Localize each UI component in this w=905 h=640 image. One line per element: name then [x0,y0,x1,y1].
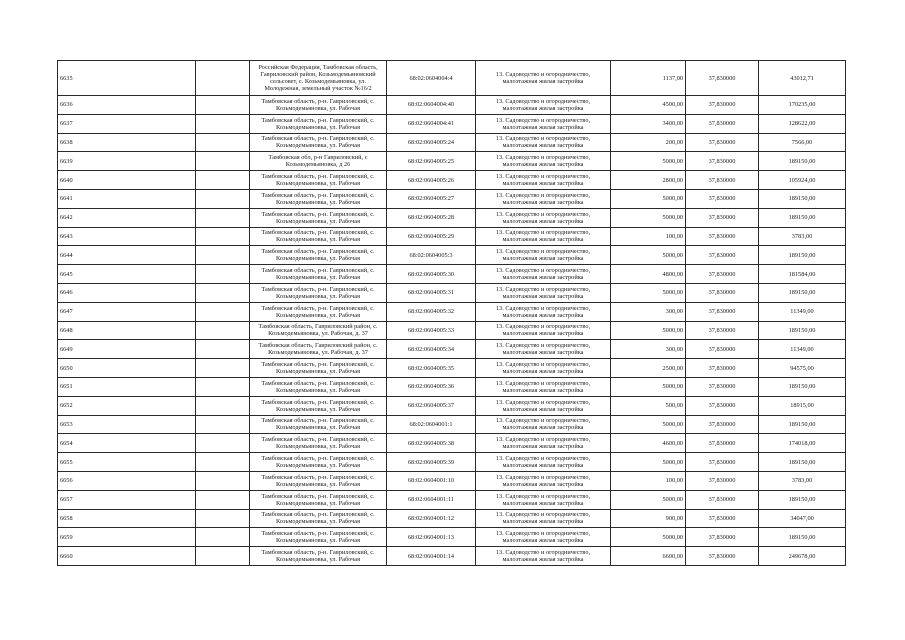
rate-cell: 37,830000 [686,528,759,547]
cadastral-number-cell: 68:02:0604005:38 [387,434,476,453]
area-cell: 5000,00 [611,152,686,171]
cadastral-number-cell: 68:02:0604001:1 [387,415,476,434]
cadastral-number-cell: 68:02:0604001:10 [387,471,476,490]
cadastral-number-cell: 68:02:0604005:27 [387,189,476,208]
row-number: 6636 [58,96,196,115]
address-cell: Тамбовская область, р-н. Гавриловский, с. Козьмодемьяновка, ул. Рабочая [250,171,387,190]
cadastral-number-cell: 68:02:0604005:39 [387,453,476,472]
land-use-cell: 13. Садоводство и огородничество, малоэтажная жилая застройка [476,114,611,133]
area-cell: 200,00 [611,133,686,152]
rate-cell: 37,830000 [686,434,759,453]
blank-cell [196,152,250,171]
row-number: 6650 [58,359,196,378]
row-number: 6657 [58,490,196,509]
cadastral-number-cell: 68:02:0604001:14 [387,547,476,566]
address-cell: Российская Федерация, Тамбовская область, Гавриловский район, Козьмодемьяновский сельсовет, с. Козьмодемьяновка, ул. Молодежная, земельный участок №16/2 [250,61,387,96]
area-cell: 4500,00 [611,96,686,115]
row-number: 6645 [58,265,196,284]
blank-cell [196,471,250,490]
table-row [58,434,846,453]
cadastral-value-cell: 181584,00 [759,265,846,284]
blank-cell [196,377,250,396]
table-row [58,133,846,152]
cadastral-number-cell: 68:02:0604001:12 [387,509,476,528]
cadastral-value-cell: 94575,00 [759,359,846,378]
cadastral-value-cell: 43012,71 [759,61,846,96]
address-cell: Тамбовская обл, р-н Гавриловский, с Козьмодемьяновка, д 26 [250,152,387,171]
area-cell: 900,00 [611,509,686,528]
cadastral-value-cell: 3783,00 [759,471,846,490]
land-use-cell: 13. Садоводство и огородничество, малоэтажная жилая застройка [476,453,611,472]
area-cell: 300,00 [611,340,686,359]
table-row [58,396,846,415]
row-number: 6648 [58,321,196,340]
cadastral-value-cell: 174018,00 [759,434,846,453]
cadastral-number-cell: 68:02:0604005:29 [387,227,476,246]
cadastral-number-cell: 68:02:0604005:25 [387,152,476,171]
row-number: 6640 [58,171,196,190]
area-cell: 5000,00 [611,246,686,265]
table-row [58,189,846,208]
table-row [58,302,846,321]
blank-cell [196,434,250,453]
blank-cell [196,359,250,378]
blank-cell [196,453,250,472]
area-cell: 5000,00 [611,490,686,509]
cadastral-value-cell: 189150,00 [759,208,846,227]
land-use-cell: 13. Садоводство и огородничество, малоэтажная жилая застройка [476,434,611,453]
blank-cell [196,283,250,302]
table-body [58,61,846,566]
blank-cell [196,528,250,547]
row-number: 6652 [58,396,196,415]
cadastral-value-table [57,60,846,566]
address-cell: Тамбовская область, Гавриловский район, с. Козьмодемьяновка, ул. Рабочая, д. 37 [250,321,387,340]
table-row [58,547,846,566]
cadastral-number-cell: 68:02:0604005:3 [387,246,476,265]
row-number: 6656 [58,471,196,490]
cadastral-value-cell: 3783,00 [759,227,846,246]
land-use-cell: 13. Садоводство и огородничество, малоэтажная жилая застройка [476,133,611,152]
table-row [58,96,846,115]
address-cell: Тамбовская область, р-н. Гавриловский, с. Козьмодемьяновка, ул. Рабочая [250,359,387,378]
cadastral-number-cell: 68:02:0604004:4 [387,61,476,96]
address-cell: Тамбовская область, р-н. Гавриловский, с. Козьмодемьяновка, ул. Рабочая [250,133,387,152]
table-row [58,528,846,547]
rate-cell: 37,830000 [686,415,759,434]
cadastral-number-cell: 68:02:0604004:41 [387,114,476,133]
rate-cell: 37,830000 [686,152,759,171]
address-cell: Тамбовская область, р-н. Гавриловский, с. Козьмодемьяновка, ул. Рабочая [250,377,387,396]
area-cell: 300,00 [611,302,686,321]
address-cell: Тамбовская область, р-н. Гавриловский, с. Козьмодемьяновка, ул. Рабочая [250,208,387,227]
land-use-cell: 13. Садоводство и огородничество, малоэтажная жилая застройка [476,171,611,190]
address-cell: Тамбовская область, р-н. Гавриловский, с. Козьмодемьяновка, ул. Рабочая [250,547,387,566]
rate-cell: 37,830000 [686,265,759,284]
address-cell: Тамбовская область, р-н. Гавриловский, с. Козьмодемьяновка, ул. Рабочая [250,227,387,246]
land-use-cell: 13. Садоводство и огородничество, малоэтажная жилая застройка [476,96,611,115]
rate-cell: 37,830000 [686,509,759,528]
table-row [58,509,846,528]
cadastral-value-cell: 189150,00 [759,152,846,171]
table-row [58,471,846,490]
land-use-cell: 13. Садоводство и огородничество, малоэтажная жилая застройка [476,246,611,265]
land-use-cell: 13. Садоводство и огородничество, малоэтажная жилая застройка [476,227,611,246]
area-cell: 5000,00 [611,415,686,434]
land-use-cell: 13. Садоводство и огородничество, малоэтажная жилая застройка [476,471,611,490]
table-row [58,359,846,378]
table-row [58,415,846,434]
cadastral-number-cell: 68:02:0604005:26 [387,171,476,190]
rate-cell: 37,830000 [686,227,759,246]
table-row [58,490,846,509]
rate-cell: 37,830000 [686,453,759,472]
address-cell: Тамбовская область, р-н. Гавриловский, с. Козьмодемьяновка, ул. Рабочая [250,189,387,208]
cadastral-number-cell: 68:02:0604005:31 [387,283,476,302]
row-number: 6642 [58,208,196,227]
land-use-cell: 13. Садоводство и огородничество, малоэтажная жилая застройка [476,377,611,396]
land-use-cell: 13. Садоводство и огородничество, малоэтажная жилая застройка [476,265,611,284]
rate-cell: 37,830000 [686,114,759,133]
address-cell: Тамбовская область, р-н. Гавриловский, с. Козьмодемьяновка, ул. Рабочая [250,283,387,302]
rate-cell: 37,830000 [686,133,759,152]
cadastral-value-cell: 189150,00 [759,321,846,340]
address-cell: Тамбовская область, р-н. Гавриловский, с. Козьмодемьяновка, ул. Рабочая [250,509,387,528]
land-use-cell: 13. Садоводство и огородничество, малоэтажная жилая застройка [476,283,611,302]
rate-cell: 37,830000 [686,490,759,509]
cadastral-number-cell: 68:02:0604005:24 [387,133,476,152]
land-use-cell: 13. Садоводство и огородничество, малоэтажная жилая застройка [476,152,611,171]
row-number: 6647 [58,302,196,321]
cadastral-number-cell: 68:02:0604001:13 [387,528,476,547]
row-number: 6659 [58,528,196,547]
table-row [58,227,846,246]
row-number: 6641 [58,189,196,208]
rate-cell: 37,830000 [686,321,759,340]
row-number: 6635 [58,61,196,96]
rate-cell: 37,830000 [686,396,759,415]
cadastral-number-cell: 68:02:0604005:33 [387,321,476,340]
address-cell: Тамбовская область, р-н. Гавриловский, с. Козьмодемьяновка, ул. Рабочая [250,434,387,453]
cadastral-value-cell: 105924,00 [759,171,846,190]
cadastral-number-cell: 68:02:0604005:32 [387,302,476,321]
cadastral-value-cell: 128622,00 [759,114,846,133]
blank-cell [196,246,250,265]
blank-cell [196,171,250,190]
cadastral-value-cell: 34047,00 [759,509,846,528]
land-use-cell: 13. Садоводство и огородничество, малоэтажная жилая застройка [476,340,611,359]
rate-cell: 37,830000 [686,340,759,359]
address-cell: Тамбовская область, р-н. Гавриловский, с. Козьмодемьяновка, ул. Рабочая [250,302,387,321]
land-use-cell: 13. Садоводство и огородничество, малоэтажная жилая застройка [476,490,611,509]
area-cell: 100,00 [611,471,686,490]
land-use-cell: 13. Садоводство и огородничество, малоэтажная жилая застройка [476,396,611,415]
blank-cell [196,396,250,415]
cadastral-value-cell: 189150,00 [759,415,846,434]
cadastral-value-cell: 189150,00 [759,453,846,472]
land-use-cell: 13. Садоводство и огородничество, малоэтажная жилая застройка [476,528,611,547]
land-use-cell: 13. Садоводство и огородничество, малоэтажная жилая застройка [476,509,611,528]
address-cell: Тамбовская область, р-н. Гавриловский, с. Козьмодемьяновка, ул. Рабочая [250,246,387,265]
cadastral-value-cell: 189150,00 [759,528,846,547]
table-row [58,152,846,171]
cadastral-value-cell: 11349,00 [759,340,846,359]
address-cell: Тамбовская область, р-н. Гавриловский, с. Козьмодемьяновка, ул. Рабочая [250,265,387,284]
rate-cell: 37,830000 [686,61,759,96]
cadastral-value-cell: 189150,00 [759,246,846,265]
area-cell: 5000,00 [611,528,686,547]
table-row [58,265,846,284]
area-cell: 5000,00 [611,377,686,396]
row-number: 6646 [58,283,196,302]
table-row [58,340,846,359]
rate-cell: 37,830000 [686,96,759,115]
rate-cell: 37,830000 [686,208,759,227]
cadastral-number-cell: 68:02:0604005:36 [387,377,476,396]
row-number: 6639 [58,152,196,171]
cadastral-value-cell: 189150,00 [759,283,846,302]
cadastral-value-cell: 7566,00 [759,133,846,152]
area-cell: 2800,00 [611,171,686,190]
rate-cell: 37,830000 [686,246,759,265]
table-row [58,114,846,133]
blank-cell [196,189,250,208]
blank-cell [196,133,250,152]
area-cell: 5000,00 [611,453,686,472]
area-cell: 1137,00 [611,61,686,96]
area-cell: 100,00 [611,227,686,246]
blank-cell [196,490,250,509]
area-cell: 5000,00 [611,208,686,227]
blank-cell [196,227,250,246]
blank-cell [196,96,250,115]
area-cell: 5000,00 [611,283,686,302]
cadastral-number-cell: 68:02:0604005:28 [387,208,476,227]
table-row [58,208,846,227]
cadastral-value-cell: 189150,00 [759,490,846,509]
blank-cell [196,547,250,566]
rate-cell: 37,830000 [686,547,759,566]
blank-cell [196,265,250,284]
area-cell: 3400,00 [611,114,686,133]
blank-cell [196,61,250,96]
rate-cell: 37,830000 [686,171,759,190]
cadastral-value-cell: 249678,00 [759,547,846,566]
row-number: 6651 [58,377,196,396]
area-cell: 5000,00 [611,189,686,208]
land-use-cell: 13. Садоводство и огородничество, малоэтажная жилая застройка [476,302,611,321]
land-use-cell: 13. Садоводство и огородничество, малоэтажная жилая застройка [476,189,611,208]
table-row [58,171,846,190]
address-cell: Тамбовская область, р-н. Гавриловский, с. Козьмодемьяновка, ул. Рабочая [250,396,387,415]
row-number: 6638 [58,133,196,152]
cadastral-number-cell: 68:02:0604005:35 [387,359,476,378]
row-number: 6654 [58,434,196,453]
address-cell: Тамбовская область, р-н. Гавриловский, с. Козьмодемьяновка, ул. Рабочая [250,528,387,547]
cadastral-number-cell: 68:02:0604004:40 [387,96,476,115]
table-row [58,377,846,396]
cadastral-number-cell: 68:02:0604005:30 [387,265,476,284]
rate-cell: 37,830000 [686,189,759,208]
land-use-cell: 13. Садоводство и огородничество, малоэтажная жилая застройка [476,547,611,566]
row-number: 6658 [58,509,196,528]
area-cell: 4800,00 [611,265,686,284]
address-cell: Тамбовская область, Гавриловский район, с. Козьмодемьяновка, ул. Рабочая, д. 37 [250,340,387,359]
table-row [58,453,846,472]
row-number: 6660 [58,547,196,566]
row-number: 6653 [58,415,196,434]
blank-cell [196,321,250,340]
row-number: 6655 [58,453,196,472]
row-number: 6643 [58,227,196,246]
cadastral-number-cell: 68:02:0604005:34 [387,340,476,359]
land-use-cell: 13. Садоводство и огородничество, малоэтажная жилая застройка [476,359,611,378]
rate-cell: 37,830000 [686,359,759,378]
table-row [58,283,846,302]
rate-cell: 37,830000 [686,377,759,396]
address-cell: Тамбовская область, р-н. Гавриловский, с. Козьмодемьяновка, ул. Рабочая [250,490,387,509]
address-cell: Тамбовская область, р-н. Гавриловский, с. Козьмодемьяновка, ул. Рабочая [250,114,387,133]
address-cell: Тамбовская область, р-н. Гавриловский, с. Козьмодемьяновка, ул. Рабочая [250,453,387,472]
blank-cell [196,340,250,359]
land-use-cell: 13. Садоводство и огородничество, малоэтажная жилая застройка [476,321,611,340]
rate-cell: 37,830000 [686,283,759,302]
table-row [58,321,846,340]
cadastral-number-cell: 68:02:0604001:11 [387,490,476,509]
blank-cell [196,509,250,528]
rate-cell: 37,830000 [686,471,759,490]
address-cell: Тамбовская область, р-н. Гавриловский, с. Козьмодемьяновка, ул. Рабочая [250,471,387,490]
cadastral-number-cell: 68:02:0604005:37 [387,396,476,415]
cadastral-value-cell: 18915,00 [759,396,846,415]
land-use-cell: 13. Садоводство и огородничество, малоэтажная жилая застройка [476,208,611,227]
blank-cell [196,208,250,227]
area-cell: 2500,00 [611,359,686,378]
table-row [58,61,846,96]
area-cell: 4600,00 [611,434,686,453]
address-cell: Тамбовская область, р-н. Гавриловский, с. Козьмодемьяновка, ул. Рабочая [250,415,387,434]
rate-cell: 37,830000 [686,302,759,321]
address-cell: Тамбовская область, р-н. Гавриловский, с. Козьмодемьяновка, ул. Рабочая [250,96,387,115]
cadastral-value-cell: 189150,00 [759,377,846,396]
blank-cell [196,114,250,133]
row-number: 6637 [58,114,196,133]
area-cell: 500,00 [611,396,686,415]
blank-cell [196,415,250,434]
row-number: 6649 [58,340,196,359]
cadastral-value-cell: 189150,00 [759,189,846,208]
area-cell: 6600,00 [611,547,686,566]
blank-cell [196,302,250,321]
table-row [58,246,846,265]
land-use-cell: 13. Садоводство и огородничество, малоэтажная жилая застройка [476,61,611,96]
row-number: 6644 [58,246,196,265]
cadastral-value-cell: 170235,00 [759,96,846,115]
cadastral-value-cell: 11349,00 [759,302,846,321]
area-cell: 5000,00 [611,321,686,340]
land-use-cell: 13. Садоводство и огородничество, малоэтажная жилая застройка [476,415,611,434]
